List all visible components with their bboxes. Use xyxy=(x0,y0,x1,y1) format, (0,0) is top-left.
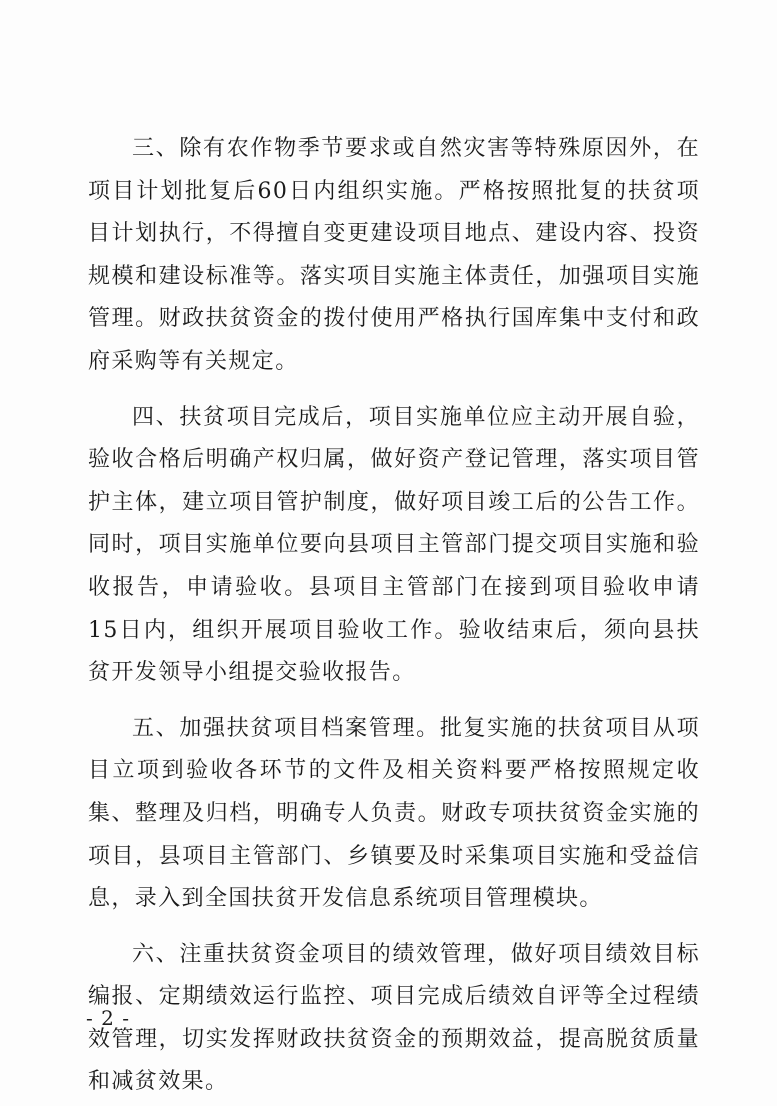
paragraph-3: 三、除有农作物季节要求或自然灾害等特殊原因外，在项目计划批复后60日内组织实施。严格按照批复的扶贫项目计划执行，不得擅自变更建设项目地点、建设内容、投资规模和建设标准等。落实项目实施主体责任，加强项目实施管理。财政扶贫资金的拨付使用严格执行国库集中支付和政府采购等有关规定。 xyxy=(88,136,700,374)
paragraph-5: 五、加强扶贫项目档案管理。批复实施的扶贫项目从项目立项到验收各环节的文件及相关资料要严格按照规定收集、整理及归档，明确专人负责。财政专项扶贫资金实施的项目，县项目主管部门、乡镇要及时采集项目实施和受益信息，录入到全国扶贫开发信息系统项目管理模块。 xyxy=(88,715,700,912)
paragraph-4: 四、扶贫项目完成后，项目实施单位应主动开展自验，验收合格后明确产权归属，做好资产登记管理，落实项目管护主体，建立项目管护制度，做好项目竣工后的公告工作。同时，项目实施单位要向县项目主管部门提交项目实施和验收报告，申请验收。县项目主管部门在接到项目验收申请15日内，组织开展项目验收工作。验收结束后，须向县扶贫开发领导小组提交验收报告。 xyxy=(88,404,700,686)
page-number: - 2 - xyxy=(86,1006,130,1030)
paragraph-6: 六、注重扶贫资金项目的绩效管理，做好项目绩效目标编报、定期绩效运行监控、项目完成后绩效自评等全过程绩效管理，切实发挥财政扶贫资金的预期效益，提高脱贫质量和减贫效果。 xyxy=(88,941,700,1095)
body-text xyxy=(88,128,700,1104)
